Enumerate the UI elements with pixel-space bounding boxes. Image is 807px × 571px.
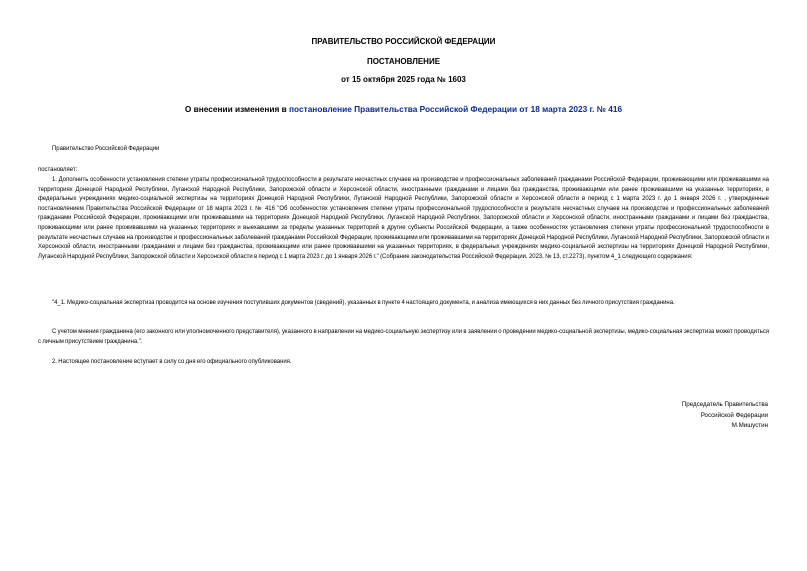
title-prefix: О внесении изменения в — [184, 104, 290, 114]
title-link[interactable]: постановление Правительства Российской Федерации от 18 марта 2023 г. № 416 — [289, 104, 623, 114]
paragraph-1: 1. Дополнить особенности установления степени утраты профессиональной трудоспособности в результате несчастных случаев на производстве и профессиональных заболеваний гражданами Российской Федерации, проживающими или проживавшими на территориях Донецкой Народной Республики, Луганской Народной Республики, Запорожской области и Херсонской области, иностранными гражданами и лицами без гражданства, проживающими или ранее проживавшими на указанных территориях, в федеральных учреждениях медико-социальной экспертизы на территориях Донецкой Народной Республики, Луганской Народной Республики, Запорожской области и Херсонской области в период с 1 марта 2023 г. до 1 января 2026 г. , утвержденные постановлением Правительства Российской Федерации от 18 марта 2023 г. № 416 "Об особенностях установления степени утраты профессиональной трудоспособности в результате несчастных случаев на производстве и профессиональных заболеваний гражданами Российской Федерации, проживающими или проживавшими на территориях Донецкой Народной Республики, Луганской Народной Республики, Запорожской области и Херсонской области, иностранными гражданами и лицами без гражданства, проживающими или ранее проживавшими на указанных территориях и выехавшими за пределы указанных территорий в другие субъекты Российской Федерации, а также особенностях установления степени утраты профессиональной трудоспособности в результате несчастных случаев на производстве и профессиональных заболеваний гражданами Российской Федерации, проживающими или проживавшими на территориях Донецкой Народной Республики, Луганской Народной Республики, Запорожской области и Херсонской области, иностранными гражданами и лицами без гражданства, проживающими или ранее проживавшими на указанных территориях, в федеральных учреждениях медико-социальной экспертизы на территориях Донецкой Народной Республики, Луганской Народной Республики, Запорожской области и Херсонской области в период с 1 марта 2023 г. до 1 января 2026 г." (Собрание законодательства Российской Федерации, 2023, № 13, ст.2273), пунктом 4_1 следующего содержания: — [38, 177, 769, 260]
signature-block — [568, 400, 768, 432]
signature-organization: Российской Федерации — [700, 411, 768, 419]
document-title — [0, 104, 807, 115]
paragraph-2: 2. Настоящее постановление вступает в силу со дня его официального опубликования. — [52, 359, 292, 365]
preamble: Правительство Российской Федерации — [52, 146, 160, 152]
quote-paragraph-1: "4_1. Медико-социальная экспертиза проводится на основе изучения поступивших документов (сведений), указанных в пункте 4 настоящего документа, и анализа имеющихся в них данных без личного присутствия гражданина. — [52, 300, 675, 306]
resolves-line: постановляет: — [38, 167, 78, 173]
document-type-heading: ПОСТАНОВЛЕНИЕ — [366, 57, 441, 66]
date-number-line: от 15 октября 2025 года № 1603 — [341, 75, 466, 84]
signature-name: М.Мишустин — [731, 422, 768, 429]
signature-position: Председатель Правительства — [681, 401, 768, 408]
quote-paragraph-2: С учетом мнения гражданина (его законного или уполномоченного представителя), указанного в направлении на медико-социальную экспертизу или в заявлении о проведении медико-социальной экспертизы, медико-социальная экспертиза может проводиться с личным присутствием гражданина.". — [38, 329, 769, 345]
authority-heading: ПРАВИТЕЛЬСТВО РОССИЙСКОЙ ФЕДЕРАЦИИ — [311, 37, 496, 46]
